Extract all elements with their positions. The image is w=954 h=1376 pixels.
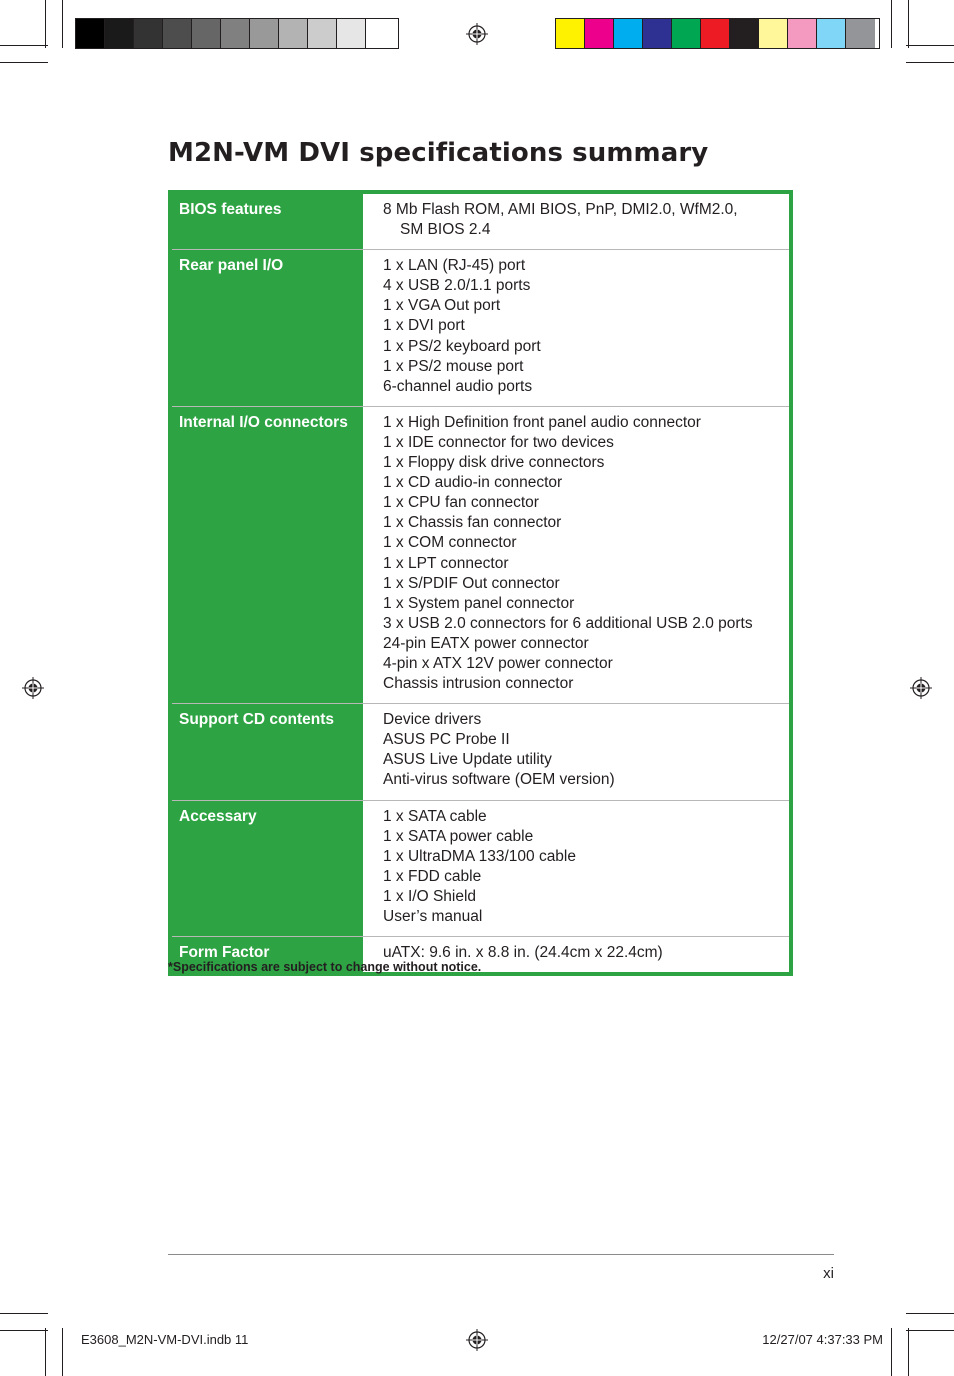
specifications-table (168, 190, 793, 976)
crop-mark (0, 1313, 48, 1314)
process-color-bar (555, 18, 880, 49)
color-swatch (192, 19, 221, 48)
spec-value: 1 x COM connector (383, 534, 517, 552)
spec-value: Anti-virus software (OEM version) (383, 771, 615, 789)
spec-value: SM BIOS 2.4 (400, 221, 491, 239)
slug-filename: E3608_M2N-VM-DVI.indb 11 (81, 1332, 249, 1347)
spec-value: 8 Mb Flash ROM, AMI BIOS, PnP, DMI2.0, WfM2.0, (383, 201, 738, 218)
table-row (172, 194, 789, 249)
spec-values (363, 250, 789, 406)
spec-value: 6-channel audio ports (383, 377, 533, 395)
spec-value: 1 x IDE connector for two devices (383, 433, 614, 451)
table-row (172, 249, 789, 406)
spec-label: Internal I/O connectors (172, 407, 363, 703)
color-swatch (643, 19, 672, 48)
color-swatch (163, 19, 192, 48)
spec-label: Support CD contents (172, 704, 363, 799)
grayscale-color-bar (75, 18, 399, 49)
spec-value: 1 x CD audio-in connector (383, 474, 563, 492)
spec-value: 1 x High Definition front panel audio connector (383, 413, 701, 431)
crop-mark (0, 62, 48, 63)
color-swatch (76, 19, 105, 48)
spec-value: Device drivers (383, 711, 482, 729)
spec-value: 1 x LPT connector (383, 554, 509, 572)
spec-value: ASUS Live Update utility (383, 751, 552, 769)
color-swatch (308, 19, 337, 48)
color-swatch (134, 19, 163, 48)
color-swatch (701, 19, 730, 48)
spec-value: 1 x UltraDMA 133/100 cable (383, 847, 576, 865)
spec-value: 3 x USB 2.0 connectors for 6 additional USB 2.0 ports (383, 614, 753, 632)
spec-value: 1 x CPU fan connector (383, 494, 539, 512)
spec-value: uATX: 9.6 in. x 8.8 in. (24.4cm x 22.4cm) (383, 944, 663, 962)
color-swatch (585, 19, 614, 48)
crop-mark (45, 1328, 46, 1376)
spec-value: 24-pin EATX power connector (383, 634, 589, 652)
crop-mark (45, 0, 46, 48)
crop-mark (0, 1330, 48, 1331)
footer-divider (168, 1254, 834, 1255)
spec-value: 4-pin x ATX 12V power connector (383, 654, 613, 672)
table-row (172, 800, 789, 937)
color-swatch (221, 19, 250, 48)
color-swatch (788, 19, 817, 48)
crosshair-registration-icon (466, 23, 488, 45)
spec-label: Accessary (172, 801, 363, 937)
color-swatch (759, 19, 788, 48)
crop-mark (906, 45, 954, 46)
page-title: M2N-VM DVI specifications summary (168, 138, 709, 168)
spec-value: ASUS PC Probe II (383, 731, 510, 749)
spec-value: 1 x SATA cable (383, 807, 487, 825)
slug-timestamp: 12/27/07 4:37:33 PM (762, 1332, 883, 1347)
color-swatch (846, 19, 875, 48)
color-swatch (337, 19, 366, 48)
table-row (172, 406, 789, 703)
spec-value: User’s manual (383, 908, 483, 925)
color-swatch (250, 19, 279, 48)
color-swatch (366, 19, 395, 48)
color-swatch (672, 19, 701, 48)
spec-label: Rear panel I/O (172, 250, 363, 406)
spec-value: 1 x VGA Out port (383, 297, 501, 315)
spec-value: 1 x LAN (RJ-45) port (383, 257, 526, 275)
spec-value: 1 x Chassis fan connector (383, 514, 562, 532)
crop-mark (62, 0, 63, 48)
color-swatch (730, 19, 759, 48)
spec-label: Form Factor (172, 937, 363, 972)
spec-value: 1 x I/O Shield (383, 887, 477, 905)
color-swatch (817, 19, 846, 48)
spec-value: 1 x System panel connector (383, 594, 575, 612)
spec-values (363, 407, 789, 703)
crosshair-registration-icon (466, 1329, 488, 1351)
spec-label: BIOS features (172, 194, 363, 249)
crop-mark (906, 62, 954, 63)
page-number: xi (823, 1265, 834, 1282)
spec-value: 1 x PS/2 keyboard port (383, 337, 541, 355)
crop-mark (906, 1330, 954, 1331)
spec-value: 1 x DVI port (383, 317, 465, 335)
specifications-footnote: *Specifications are subject to change without notice. (168, 960, 482, 974)
spec-value: 1 x S/PDIF Out connector (383, 574, 560, 592)
spec-value: 1 x Floppy disk drive connectors (383, 454, 605, 472)
crop-mark (908, 0, 909, 48)
crop-mark (62, 1328, 63, 1376)
crop-mark (891, 1328, 892, 1376)
color-swatch (614, 19, 643, 48)
crop-mark (906, 1313, 954, 1314)
table-row (172, 703, 789, 799)
crosshair-registration-icon (22, 677, 44, 699)
spec-values (363, 801, 789, 937)
spec-value: 4 x USB 2.0/1.1 ports (383, 277, 531, 295)
spec-value: 1 x PS/2 mouse port (383, 357, 524, 375)
spec-values (363, 194, 789, 249)
spec-value: Chassis intrusion connector (383, 675, 574, 693)
crop-mark (891, 0, 892, 48)
crop-mark (908, 1328, 909, 1376)
spec-value: 1 x SATA power cable (383, 827, 534, 845)
color-swatch (556, 19, 585, 48)
crop-mark (0, 45, 48, 46)
crosshair-registration-icon (910, 677, 932, 699)
spec-values (363, 704, 789, 799)
color-swatch (105, 19, 134, 48)
color-swatch (279, 19, 308, 48)
spec-value: 1 x FDD cable (383, 867, 482, 885)
